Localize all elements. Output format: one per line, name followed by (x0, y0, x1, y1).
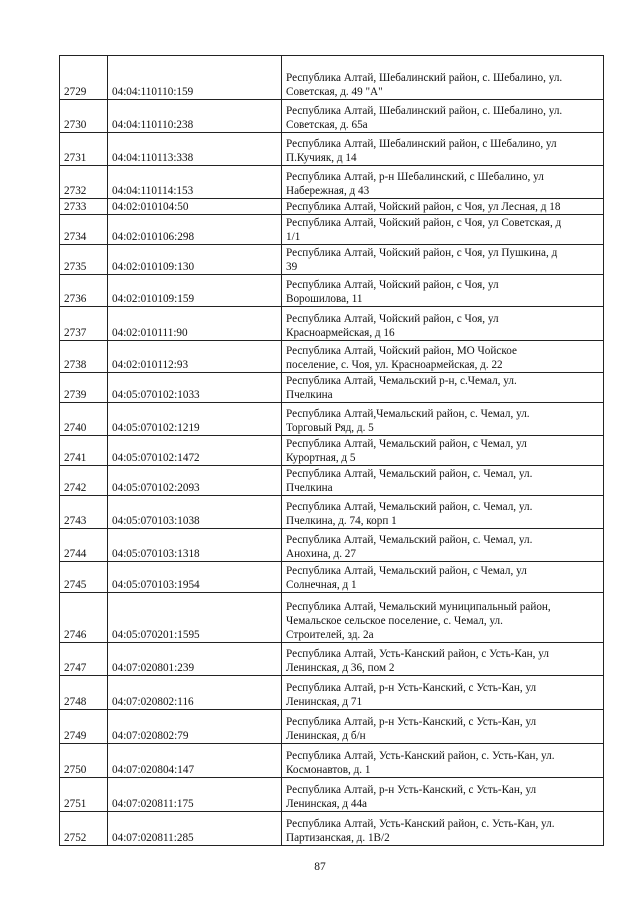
cadastral-number-cell: 04:07:020804:147 (108, 744, 282, 778)
table-row (60, 166, 604, 199)
address-line: Республика Алтай, Усть-Канский район, с. Усть-Кан, ул. (286, 750, 555, 762)
address-line: Республика Алтай, Чемальский р-н, с.Чемал, ул. (286, 375, 517, 387)
address-cell (282, 56, 604, 100)
row-number-cell: 2737 (60, 307, 108, 341)
table-row (60, 341, 604, 373)
address-line: Республика Алтай, Чемальский район, с. Чемал, ул. (286, 501, 533, 513)
table-row (60, 307, 604, 341)
address-line: Торговый Ряд, д. 5 (286, 422, 374, 434)
address-cell (282, 562, 604, 593)
table-row (60, 593, 604, 643)
table-row (60, 529, 604, 562)
address-cell (282, 403, 604, 436)
address-line: Республика Алтай, р-н Усть-Канский, с Усть-Кан, ул (286, 784, 537, 796)
address-cell (282, 529, 604, 562)
address-line: Республика Алтай, Чойский район, с Чоя, ул Пушкина, д (286, 247, 558, 259)
cadastral-number-cell: 04:05:070102:1033 (108, 373, 282, 403)
table-row (60, 744, 604, 778)
table-row (60, 199, 604, 215)
row-number-cell: 2734 (60, 215, 108, 245)
address-cell (282, 199, 604, 215)
address-line: Солнечная, д 1 (286, 579, 357, 591)
address-line: Космонавтов, д. 1 (286, 764, 371, 776)
row-number-cell: 2729 (60, 56, 108, 100)
cadastral-number-cell: 04:04:110114:153 (108, 166, 282, 199)
row-number-cell: 2746 (60, 593, 108, 643)
address-line: Республика Алтай, р-н Усть-Канский, с Усть-Кан, ул (286, 682, 537, 694)
address-cell (282, 710, 604, 744)
address-line: П.Кучияк, д 14 (286, 152, 357, 164)
address-cell (282, 341, 604, 373)
row-number-cell: 2732 (60, 166, 108, 199)
cadastral-number-cell: 04:05:070102:2093 (108, 466, 282, 496)
row-number-cell: 2744 (60, 529, 108, 562)
cadastral-number-cell: 04:07:020811:175 (108, 778, 282, 812)
row-number-cell: 2730 (60, 100, 108, 133)
address-line: Республика Алтай, Чемальский район, с. Чемал, ул. (286, 468, 533, 480)
table-row (60, 466, 604, 496)
cadastral-number-cell: 04:04:110110:238 (108, 100, 282, 133)
cadastral-number-cell: 04:07:020802:79 (108, 710, 282, 744)
cadastral-number-cell: 04:07:020801:239 (108, 643, 282, 676)
page-number: 87 (314, 861, 326, 873)
address-line: Ленинская, д 44а (286, 798, 368, 810)
table-row (60, 812, 604, 846)
table-row (60, 373, 604, 403)
cadastral-number-cell: 04:02:010109:159 (108, 275, 282, 307)
table-row (60, 676, 604, 710)
cadastral-number-cell: 04:05:070103:1318 (108, 529, 282, 562)
address-line: Партизанская, д. 1В/2 (286, 832, 390, 844)
address-line: Республика Алтай,Чемальский район, с. Чемал, ул. (286, 408, 530, 420)
address-cell (282, 643, 604, 676)
table-row (60, 56, 604, 100)
address-line: Республика Алтай, Шебалинский район, с. Шебалино, ул. (286, 72, 563, 84)
registry-table (59, 55, 604, 846)
table-row (60, 496, 604, 529)
cadastral-number-cell: 04:07:020802:116 (108, 676, 282, 710)
table-row (60, 403, 604, 436)
address-line: Ленинская, д б/н (286, 730, 366, 742)
row-number-cell: 2742 (60, 466, 108, 496)
address-line: Набережная, д 43 (286, 185, 370, 197)
cadastral-number-cell: 04:02:010104:50 (108, 199, 282, 215)
address-line: Анохина, д. 27 (286, 548, 356, 560)
cadastral-number-cell: 04:02:010106:298 (108, 215, 282, 245)
row-number-cell: 2738 (60, 341, 108, 373)
address-line: Ленинская, д 71 (286, 696, 363, 708)
address-cell (282, 166, 604, 199)
row-number-cell: 2750 (60, 744, 108, 778)
address-cell (282, 812, 604, 846)
address-line: Республика Алтай, Шебалинский район, с. Шебалино, ул. (286, 105, 563, 117)
cadastral-number-cell: 04:07:020811:285 (108, 812, 282, 846)
table-row (60, 436, 604, 466)
address-line: Советская, д. 65а (286, 119, 368, 131)
table-row (60, 245, 604, 275)
address-line: 1/1 (286, 231, 301, 243)
address-line: Чемальское сельское поселение, с. Чемал, ул. (286, 615, 503, 627)
address-cell (282, 593, 604, 643)
address-cell (282, 307, 604, 341)
address-line: Республика Алтай, Чойский район, с Чоя, ул Советская, д (286, 217, 562, 229)
address-line: Республика Алтай, р-н Усть-Канский, с Усть-Кан, ул (286, 716, 537, 728)
address-line: Пчелкина (286, 482, 333, 494)
address-line: Пчелкина, д. 74, корп 1 (286, 515, 397, 527)
address-cell (282, 245, 604, 275)
address-line: Ворошилова, 11 (286, 293, 363, 305)
cadastral-number-cell: 04:02:010109:130 (108, 245, 282, 275)
address-cell (282, 100, 604, 133)
address-line: Республика Алтай, Шебалинский район, с Шебалино, ул (286, 138, 557, 150)
address-cell (282, 744, 604, 778)
row-number-cell: 2747 (60, 643, 108, 676)
cadastral-number-cell: 04:05:070102:1472 (108, 436, 282, 466)
table-row (60, 710, 604, 744)
cadastral-number-cell: 04:05:070103:1038 (108, 496, 282, 529)
row-number-cell: 2735 (60, 245, 108, 275)
address-cell (282, 496, 604, 529)
address-cell (282, 436, 604, 466)
row-number-cell: 2745 (60, 562, 108, 593)
table-row (60, 778, 604, 812)
address-cell (282, 215, 604, 245)
cadastral-number-cell: 04:05:070201:1595 (108, 593, 282, 643)
row-number-cell: 2731 (60, 133, 108, 166)
row-number-cell: 2743 (60, 496, 108, 529)
cadastral-number-cell: 04:04:110110:159 (108, 56, 282, 100)
address-line: Красноармейская, д 16 (286, 327, 395, 339)
cadastral-number-cell: 04:02:010111:90 (108, 307, 282, 341)
address-line: поселение, с. Чоя, ул. Красноармейская, д. 22 (286, 359, 503, 371)
table-row (60, 133, 604, 166)
table-row (60, 562, 604, 593)
address-line: Республика Алтай, Чойский район, с Чоя, ул (286, 279, 499, 291)
address-line: Советская, д. 49 "А" (286, 86, 383, 98)
address-line: Республика Алтай, Усть-Канский район, с. Усть-Кан, ул. (286, 818, 555, 830)
address-line: Курортная, д 5 (286, 452, 356, 464)
address-cell (282, 275, 604, 307)
table-row (60, 215, 604, 245)
row-number-cell: 2740 (60, 403, 108, 436)
address-line: Строителей, зд. 2а (286, 629, 374, 641)
address-line: Республика Алтай, Чойский район, МО Чойское (286, 345, 517, 357)
address-line: Республика Алтай, Чемальский район, с. Чемал, ул. (286, 534, 533, 546)
row-number-cell: 2751 (60, 778, 108, 812)
row-number-cell: 2752 (60, 812, 108, 846)
address-line: Республика Алтай, Чемальский район, с Чемал, ул (286, 438, 527, 450)
table-row (60, 643, 604, 676)
address-line: Республика Алтай, Чойский район, с Чоя, ул Лесная, д 18 (286, 201, 561, 213)
address-cell (282, 373, 604, 403)
address-cell (282, 778, 604, 812)
cadastral-number-cell: 04:04:110113:338 (108, 133, 282, 166)
address-line: Пчелкина (286, 389, 333, 401)
registry-table-body (60, 56, 604, 846)
table-row (60, 275, 604, 307)
address-line: Республика Алтай, Усть-Канский район, с Усть-Кан, ул (286, 648, 549, 660)
row-number-cell: 2739 (60, 373, 108, 403)
address-line: Республика Алтай, Чемальский муниципальный район, (286, 601, 551, 613)
address-line: Республика Алтай, Чемальский район, с Чемал, ул (286, 565, 527, 577)
address-line: Республика Алтай, Чойский район, с Чоя, ул (286, 313, 499, 325)
row-number-cell: 2733 (60, 199, 108, 215)
table-row (60, 100, 604, 133)
address-line: Республика Алтай, р-н Шебалинский, с Шебалино, ул (286, 171, 544, 183)
cadastral-number-cell: 04:05:070103:1954 (108, 562, 282, 593)
row-number-cell: 2736 (60, 275, 108, 307)
row-number-cell: 2749 (60, 710, 108, 744)
row-number-cell: 2741 (60, 436, 108, 466)
row-number-cell: 2748 (60, 676, 108, 710)
address-cell (282, 133, 604, 166)
address-cell (282, 676, 604, 710)
cadastral-number-cell: 04:02:010112:93 (108, 341, 282, 373)
address-line: Ленинская, д 36, пом 2 (286, 662, 395, 674)
address-line: 39 (286, 261, 298, 273)
cadastral-number-cell: 04:05:070102:1219 (108, 403, 282, 436)
address-cell (282, 466, 604, 496)
